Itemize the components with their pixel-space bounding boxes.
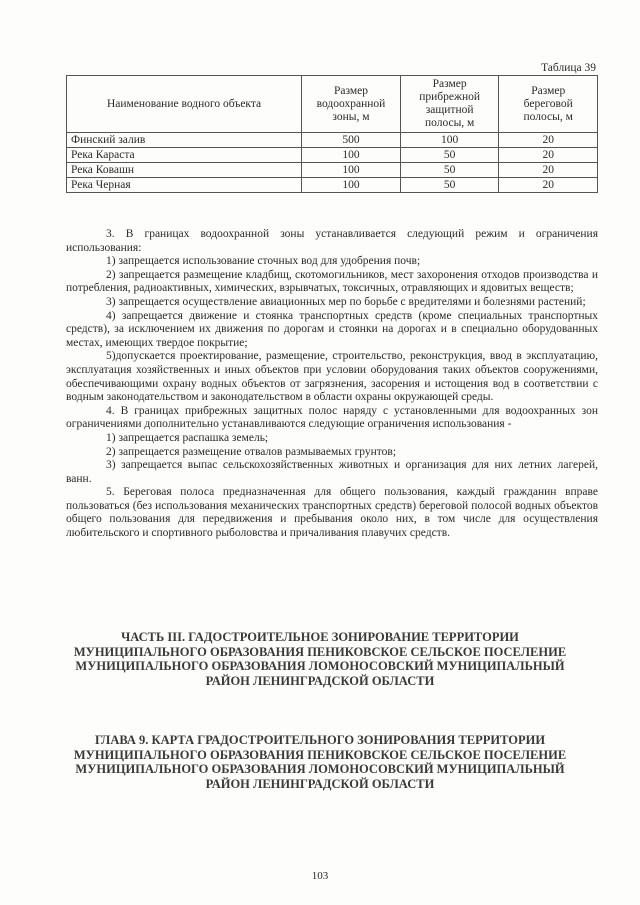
paragraph: 4) запрещается движение и стоянка транспортных средств (кроме специальных транспортных средств), за исключением их движения по дорогам и стоянки на дорогах и в специально оборудованных местах, имеющих твердое покрытие; <box>66 309 598 349</box>
header-coastal-protective-strip <box>400 76 499 133</box>
header-text: прибрежной <box>419 91 481 103</box>
table-row <box>67 148 598 163</box>
header-text: полосы, м <box>424 117 475 129</box>
header-text: зоны, м <box>332 110 370 123</box>
header-text: Размер <box>531 84 566 97</box>
header-text: полосы, м <box>523 110 573 123</box>
header-water-body-name <box>67 76 302 133</box>
cell-water-body-name: Финский залив <box>67 133 302 148</box>
paragraph: 1) запрещается распашка земель; <box>106 431 269 444</box>
paragraph: 5)допускается проектирование, размещение, строительство, реконструкция, ввод в эксплуатацию, эксплуатация хозяйственных и иных объектов при условии оборудования таких объектов сооружениями, обеспечивающими охрану водных объектов от загрязнения, засорения и истощения вод в соответствии с водным законодательством и законодательством в области охраны окружающей среды. <box>66 350 598 404</box>
part-heading <box>40 630 600 688</box>
table-row <box>67 133 598 148</box>
cell-coastal-strip: 50 <box>400 163 499 178</box>
paragraph: 5. Береговая полоса предназначенная для общего пользования, каждый гражданин вправе пользоваться (без использования механических транспортных средств) береговой полосой водных объектов общего пользования для передвижения и пребывания около них, в том числе для осуществления любительского и спортивного рыболовства и причаливания плавучих средств. <box>66 486 598 540</box>
cell-shore-strip: 20 <box>499 178 598 193</box>
table-caption: Таблица 39 <box>541 62 596 74</box>
cell-water-body-name: Река Ковашн <box>67 163 302 178</box>
heading-line: ЧАСТЬ III. ГАДОСТРОИТЕЛЬНОЕ ЗОНИРОВАНИЕ ТЕРРИТОРИИ <box>121 630 519 644</box>
cell-coastal-strip: 50 <box>400 148 499 163</box>
header-shore-strip <box>499 76 598 133</box>
page-number: 103 <box>311 870 329 882</box>
header-text: защитной <box>425 104 474 116</box>
cell-water-body-name: Река Караста <box>67 148 302 163</box>
cell-protection-zone: 100 <box>302 163 401 178</box>
header-text: Наименование водного объекта <box>106 97 262 110</box>
heading-line: ГЛАВА 9. КАРТА ГРАДОСТРОИТЕЛЬНОГО ЗОНИРОВАНИЯ ТЕРРИТОРИИ <box>94 733 546 747</box>
paragraph: 3) запрещается осуществление авиационных мер по борьбе с вредителями и болезнями растений; <box>106 295 586 308</box>
table-header-row <box>67 76 598 133</box>
paragraph: 2) запрещается размещение отвалов размываемых грунтов; <box>106 445 397 458</box>
cell-shore-strip: 20 <box>499 163 598 178</box>
cell-shore-strip: 20 <box>499 133 598 148</box>
header-text: береговой <box>523 97 573 110</box>
cell-shore-strip: 20 <box>499 148 598 163</box>
table-row <box>67 178 598 193</box>
heading-line: МУНИЦИПАЛЬНОГО ОБРАЗОВАНИЯ ЛОМОНОСОВСКИЙ МУНИЦИПАЛЬНЫЙ <box>75 762 565 776</box>
heading-line: МУНИЦИПАЛЬНОГО ОБРАЗОВАНИЯ ПЕНИКОВСКОЕ СЕЛЬСКОЕ ПОСЕЛЕНИЕ <box>73 644 567 659</box>
heading-line: РАЙОН ЛЕНИНГРАДСКОЙ ОБЛАСТИ <box>205 776 435 791</box>
chapter-heading <box>40 733 600 791</box>
cell-water-body-name: Река Черная <box>67 178 302 193</box>
paragraph: 1) запрещается использование сточных вод для удобрения почв; <box>106 255 421 268</box>
header-text: Размер <box>333 84 368 97</box>
paragraph: 2) запрещается размещение кладбищ, скотомогильников, мест захоронения отходов производства и потребления, радиоактивных, химических, взрывчатых, токсичных, отравляющих и ядовитых веществ; <box>66 268 598 295</box>
body-text <box>66 228 598 541</box>
table-row <box>67 163 598 178</box>
heading-line: РАЙОН ЛЕНИНГРАДСКОЙ ОБЛАСТИ <box>205 673 435 688</box>
cell-protection-zone: 500 <box>302 133 401 148</box>
paragraph: 4. В границах прибрежных защитных полос наряду с установленными для водоохранных зон ограничениями дополнительно устанавливаются следующие ограничения использования - <box>66 404 598 431</box>
heading-line: МУНИЦИПАЛЬНОГО ОБРАЗОВАНИЯ ПЕНИКОВСКОЕ СЕЛЬСКОЕ ПОСЕЛЕНИЕ <box>73 747 567 762</box>
header-water-protection-zone <box>302 76 401 133</box>
cell-coastal-strip: 50 <box>400 178 499 193</box>
paragraph: 3. В границах водоохранной зоны устанавливается следующий режим и ограничения использования: <box>66 228 598 254</box>
header-text: водоохранной <box>316 97 386 110</box>
water-bodies-table <box>66 75 598 193</box>
header-text: Размер <box>432 78 467 90</box>
paragraph: 3) запрещается выпас сельскохозяйственных животных и организация для них летних лагерей, ванн. <box>66 459 598 485</box>
cell-protection-zone: 100 <box>302 148 401 163</box>
heading-line: МУНИЦИПАЛЬНОГО ОБРАЗОВАНИЯ ЛОМОНОСОВСКИЙ МУНИЦИПАЛЬНЫЙ <box>75 659 565 673</box>
cell-coastal-strip: 100 <box>400 133 499 148</box>
cell-protection-zone: 100 <box>302 178 401 193</box>
